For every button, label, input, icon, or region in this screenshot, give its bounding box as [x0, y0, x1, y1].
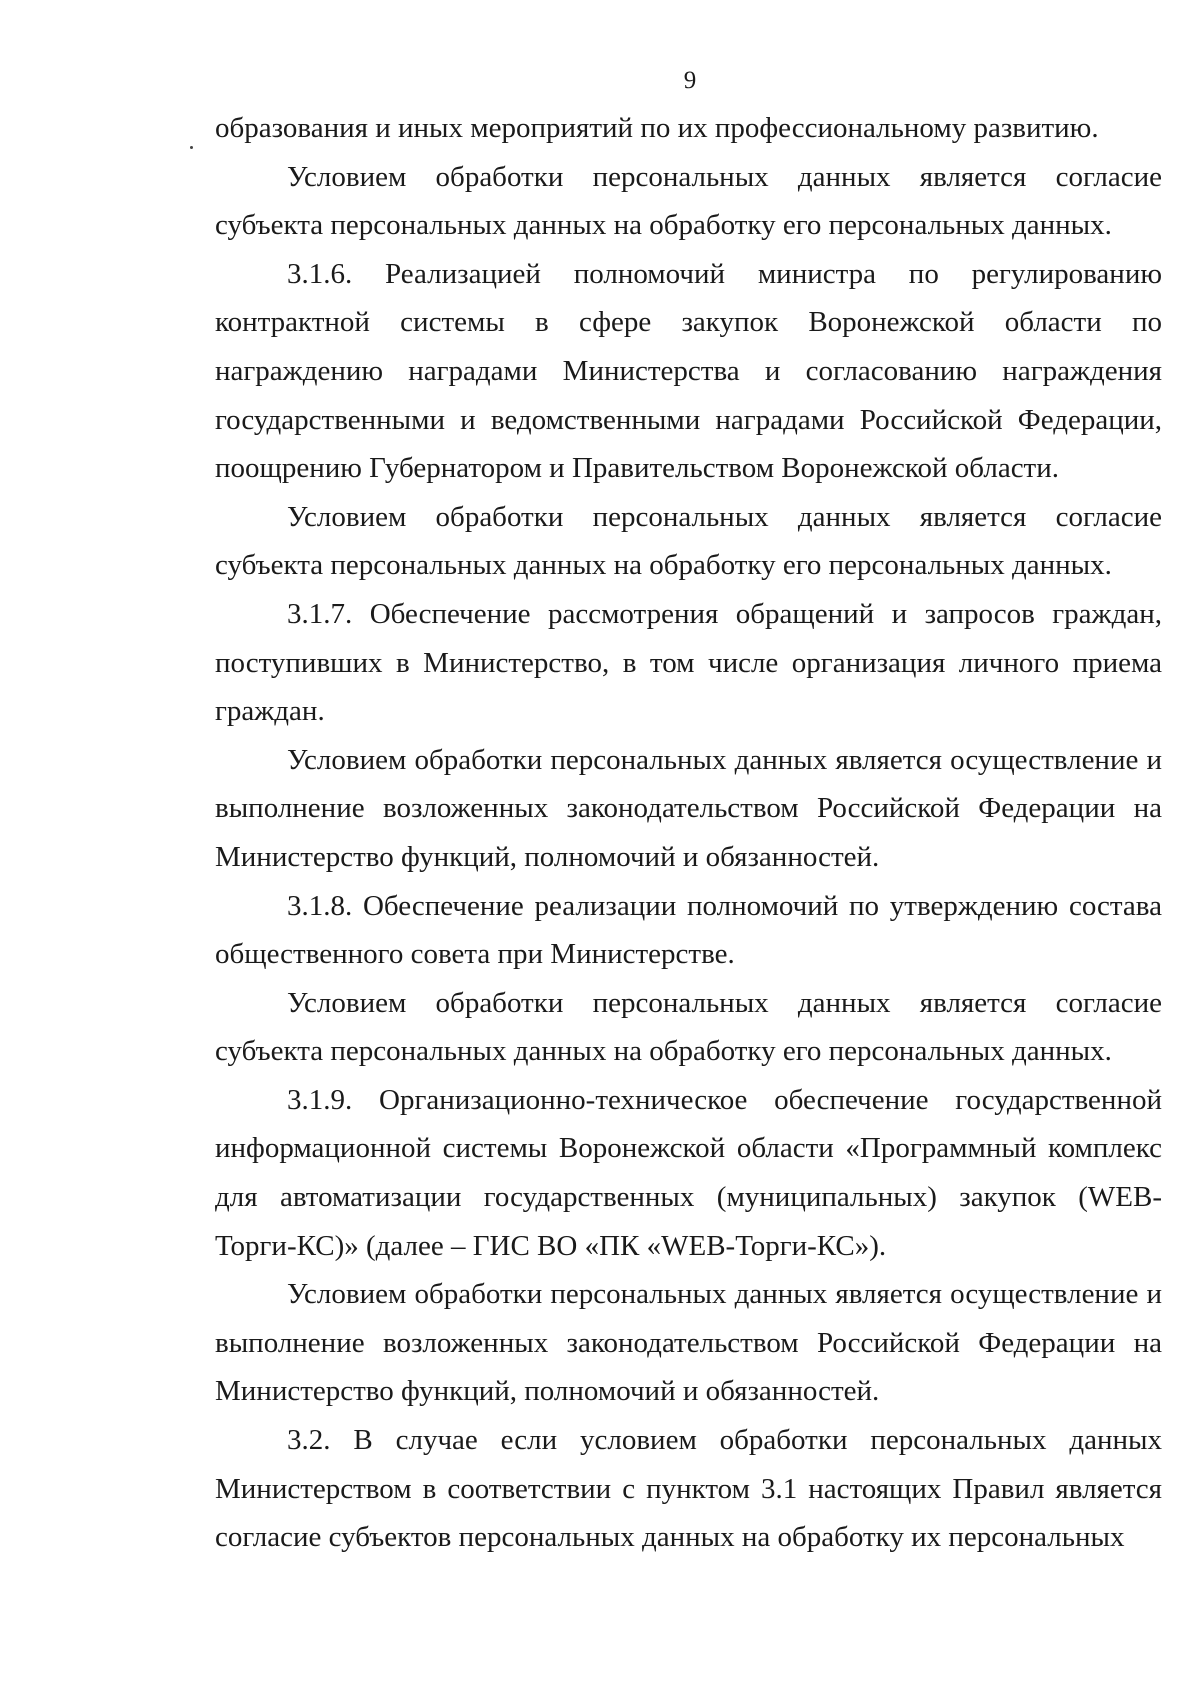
paragraph-condition-duties: Условием обработки персональных данных является осуществление и выполнение возложенных законодательством Российской Федерации на Министерство функций, полномочий и обязанностей. [215, 743, 1162, 873]
document-body [215, 104, 1162, 1562]
paragraph-condition-consent: Условием обработки персональных данных является согласие субъекта персональных данных на обработку его персональных данных. [215, 160, 1162, 242]
paragraph-3-1-6: 3.1.6. Реализацией полномочий министра по регулированию контрактной системы в сфере закупок Воронежской области по награждению наградами Министерства и согласованию награждения государственными и ведомственными наградами Российской Федерации, поощрению Губернатором и Правительством Воронежской области. [215, 257, 1162, 485]
paragraph-continuation: образования и иных мероприятий по их профессиональному развитию. [215, 112, 1099, 144]
paragraph-3-2: 3.2. В случае если условием обработки персональных данных Министерством в соответствии с пунктом 3.1 настоящих Правил является согласие субъектов персональных данных на обработку их персональных [215, 1424, 1162, 1554]
paragraph-condition-consent: Условием обработки персональных данных является согласие субъекта персональных данных на обработку его персональных данных. [215, 986, 1162, 1068]
paragraph-3-1-9: 3.1.9. Организационно-техническое обеспечение государственной информационной системы Воронежской области «Программный комплекс для автоматизации государственных (муниципальных) закупок (WEB-Торги-КС)» (далее – ГИС ВО «ПК «WEB-Торги-КС»). [215, 1083, 1162, 1262]
paragraph-condition-consent: Условием обработки персональных данных является согласие субъекта персональных данных на обработку его персональных данных. [215, 500, 1162, 582]
paragraph-3-1-7: 3.1.7. Обеспечение рассмотрения обращений и запросов граждан, поступивших в Министерство, в том числе организация личного приема граждан. [215, 597, 1162, 728]
page-number: 9 [683, 67, 697, 94]
paragraph-condition-duties: Условием обработки персональных данных является осуществление и выполнение возложенных законодательством Российской Федерации на Министерство функций, полномочий и обязанностей. [215, 1278, 1162, 1408]
paragraph-3-1-8: 3.1.8. Обеспечение реализации полномочий по утверждению состава общественного совета при Министерстве. [215, 889, 1162, 971]
scan-artifact-dot [190, 146, 193, 149]
